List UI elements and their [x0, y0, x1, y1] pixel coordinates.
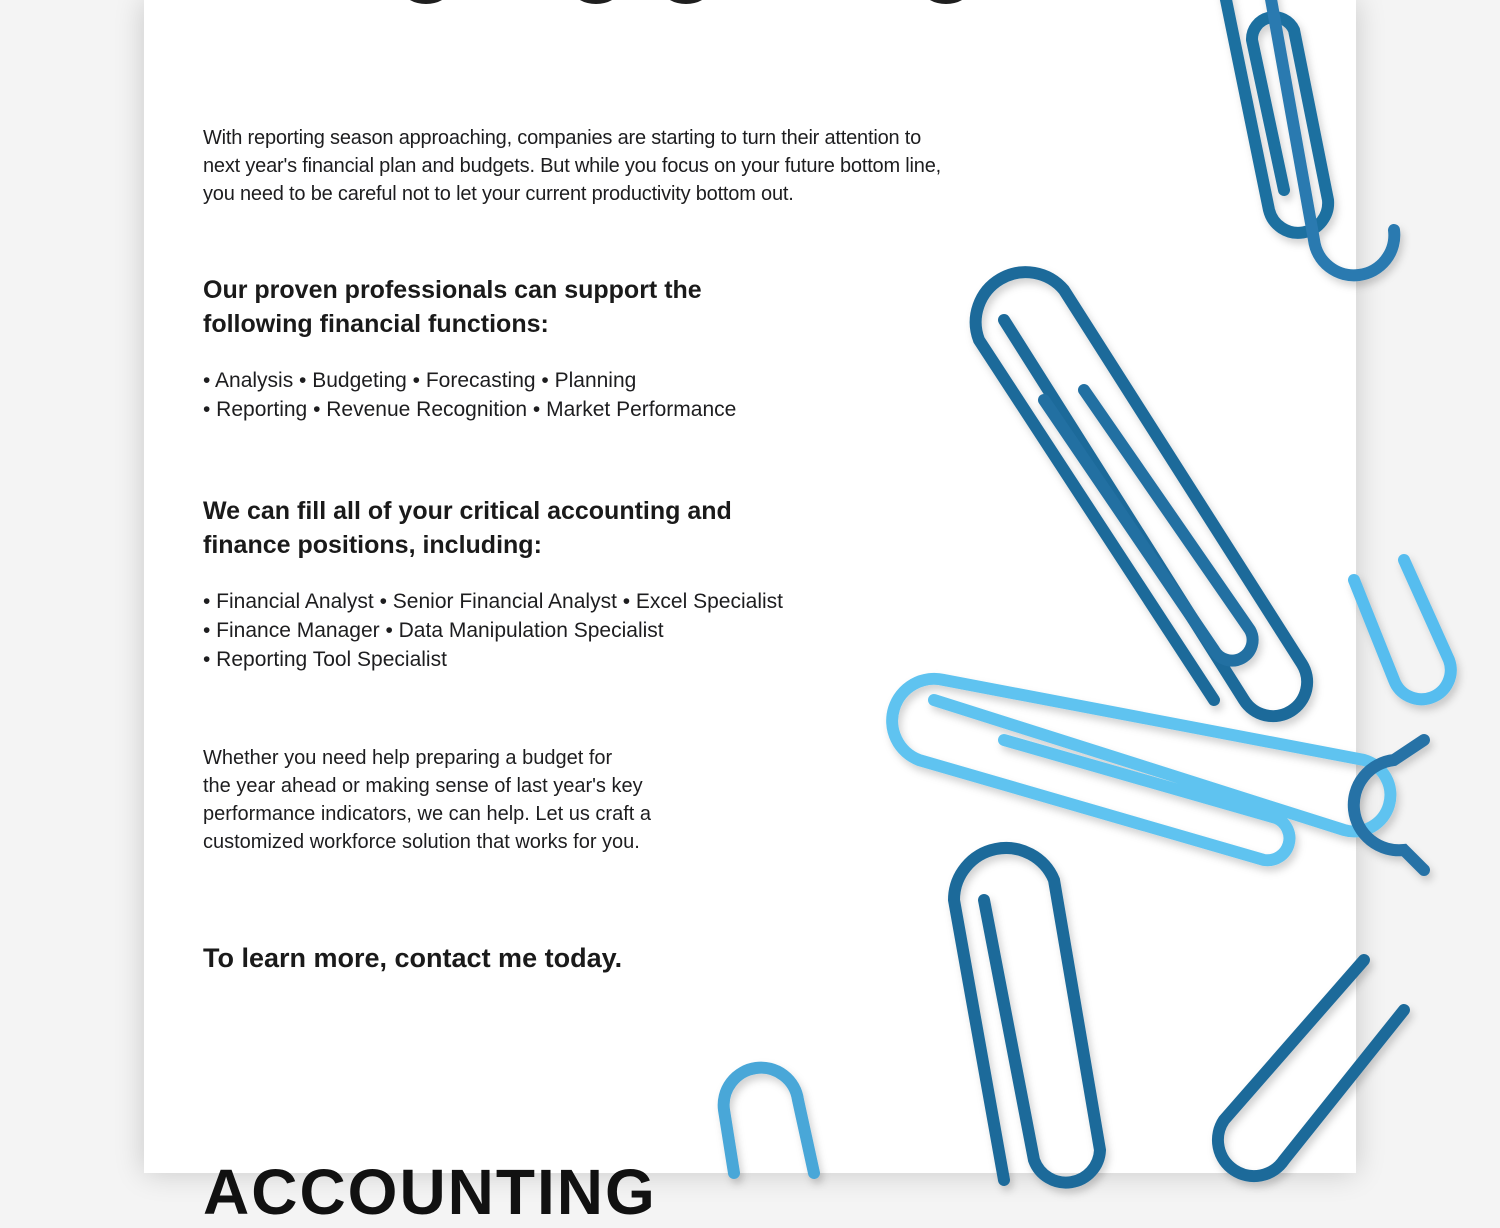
closing-line: customized workforce solution that works for you. — [203, 831, 640, 853]
positions-list-line: • Reporting Tool Specialist — [203, 648, 447, 671]
closing-paragraph — [203, 744, 663, 856]
bottom-title: ACCOUNTING — [203, 1156, 657, 1228]
closing-line: Whether you need help preparing a budget for — [203, 747, 613, 769]
functions-heading-line1: Our proven professionals can support the — [203, 276, 702, 304]
positions-list-line: • Financial Analyst • Senior Financial Analyst • Excel Specialist — [203, 590, 783, 613]
positions-heading-line1: We can fill all of your critical accounting and — [203, 497, 732, 525]
functions-list-line: • Analysis • Budgeting • Forecasting • Planning — [203, 369, 637, 392]
positions-list-line: • Finance Manager • Data Manipulation Specialist — [203, 619, 664, 642]
functions-list-line: • Reporting • Revenue Recognition • Market Performance — [203, 398, 737, 421]
closing-line: performance indicators, we can help. Let us craft a — [203, 803, 652, 825]
paperclips-icon — [704, 0, 1356, 1173]
positions-list — [203, 587, 783, 674]
functions-heading-line2: following financial functions: — [203, 310, 549, 338]
closing-line: the year ahead or making sense of last year's key — [203, 775, 643, 797]
intro-paragraph: With reporting season approaching, companies are starting to turn their attention to next year's financial plan and budgets. But while you focus on your future bottom line, you need to be careful not to let your current productivity bottom out. — [203, 127, 941, 205]
positions-heading-line2: finance positions, including: — [203, 531, 542, 559]
document-page — [144, 0, 1356, 1228]
call-to-action: To learn more, contact me today. — [203, 943, 623, 973]
functions-list — [203, 366, 736, 424]
